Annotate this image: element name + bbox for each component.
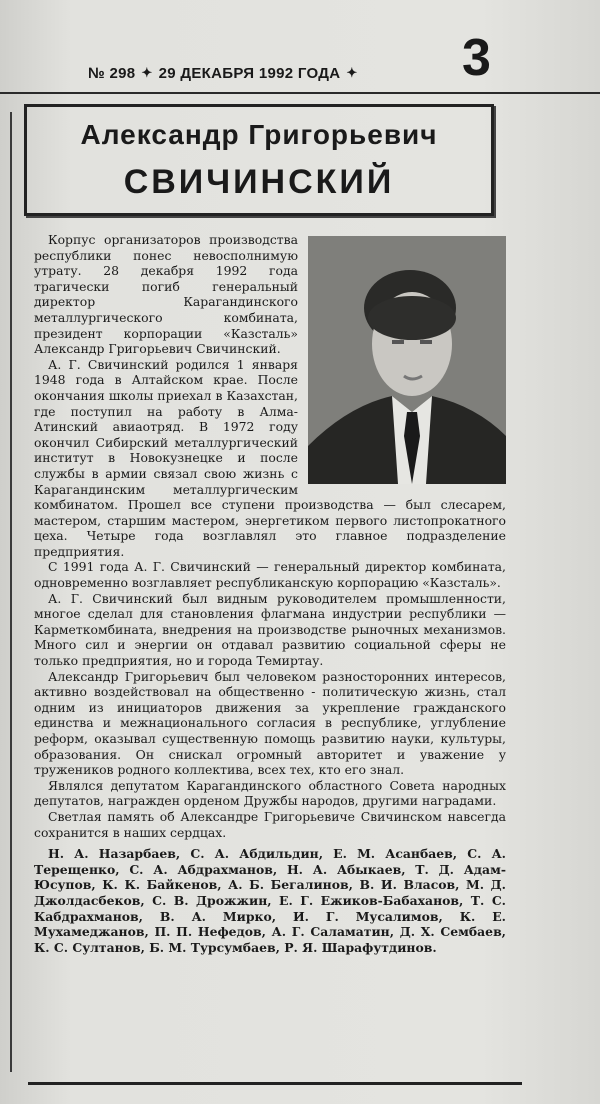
issue-header [88, 60, 358, 86]
last-name: СВИЧИНСКИЙ [123, 163, 395, 201]
issue-number: № 298 [88, 64, 136, 82]
paragraph: А. Г. Свичинский был видным руководителем промышленности, многое сделал для становления флагмана индустрии республики — Карметкомбината, внедрения на производстве рыночных механизмов. Много сил и энергии он отдавал развитию социальной сферы не только предприятия, но и города Темиртау. [34, 590, 506, 669]
obituary-text [34, 232, 506, 955]
paragraph: С 1991 года А. Г. Свичинский — генеральный директор комбината, одновременно возглавляет республиканскую корпорацию «Казсталь». [34, 559, 506, 591]
paragraph: Являлся депутатом Карагандинского областного Совета народных депутатов, награжден орденом Дружбы народов, другими наградами. [34, 777, 506, 809]
column-rule [10, 112, 12, 1072]
header-divider [0, 92, 600, 94]
obituary-title-box [24, 104, 494, 216]
paragraph: Светлая память об Александре Григорьевиче Свичинском навсегда сохранится в наших сердцах. [34, 808, 506, 840]
paragraph: Александр Григорьевич был человеком разносторонних интересов, активно воздействовал на общественно - политическую жизнь, стал одним из инициаторов движения за укрепление гражданского единства и межнационального согласия в республике, углубление реформ, оказывал существенную помощь развитию науки, культуры, образования. Он снискал огромный авторитет и уважение у тружеников родного коллектива, всех тех, кто его знал. [34, 668, 506, 778]
diamond-separator-icon: ✦ [346, 65, 358, 80]
portrait-photo [308, 236, 506, 484]
footer-divider [28, 1082, 522, 1085]
signers-list: Н. А. Назарбаев, С. А. Абдильдин, Е. М. Асанбаев, С. А. Терещенко, С. А. Абдрахманов, Н. А. Абыкаев, Т. Д. Адам-Юсупов, К. К. Байкенов, А. Б. Бегалинов, В. И. Власов, М. Д. Джолдасбеков, С. В. Дрожжин, Е. Г. Ежиков-Бабаханов, Т. С. Кабдрахманов, В. А. Мирко, И. Г. Мусалимов, К. Е. Мухамеджанов, П. П. Нефедов, А. Г. Саламатин, Д. Х. Сембаев, К. С. Султанов, Б. М. Турсумбаев, Р. Я. Шарафутдинов. [34, 846, 506, 955]
portrait-icon [308, 236, 506, 484]
issue-date: 29 ДЕКАБРЯ 1992 ГОДА [158, 64, 341, 82]
first-names: Александр Григорьевич [80, 119, 438, 150]
diamond-separator-icon: ✦ [141, 65, 153, 80]
paragraph: Корпус организаторов производства республики понес невосполнимую утрату. 28 декабря 1992 года трагически погиб генеральный директор Карагандинского металлургического комбината, президент корпорации «Казсталь» Александр Григорьевич Свичинский. [34, 232, 298, 357]
paragraph: А. Г. Свичинский родился 1 января 1948 года в Алтайском крае. После окончания школы приехал в Казахстан, где поступил на работу в Алма-Атинский авиаотряд. В 1972 году окончил Сибирский металлургический институт в Новокузнецке и после службы в армии связал свою жизнь с Карагандинским металлургическим комбинатом. Прошел все ступени производства — был слесарем, мастером, старшим мастером, энергетиком первого листопрокатного цеха. Четыре года возглавлял это главное подразделение предприятия. [34, 356, 506, 559]
page-number: 3 [462, 29, 491, 87]
